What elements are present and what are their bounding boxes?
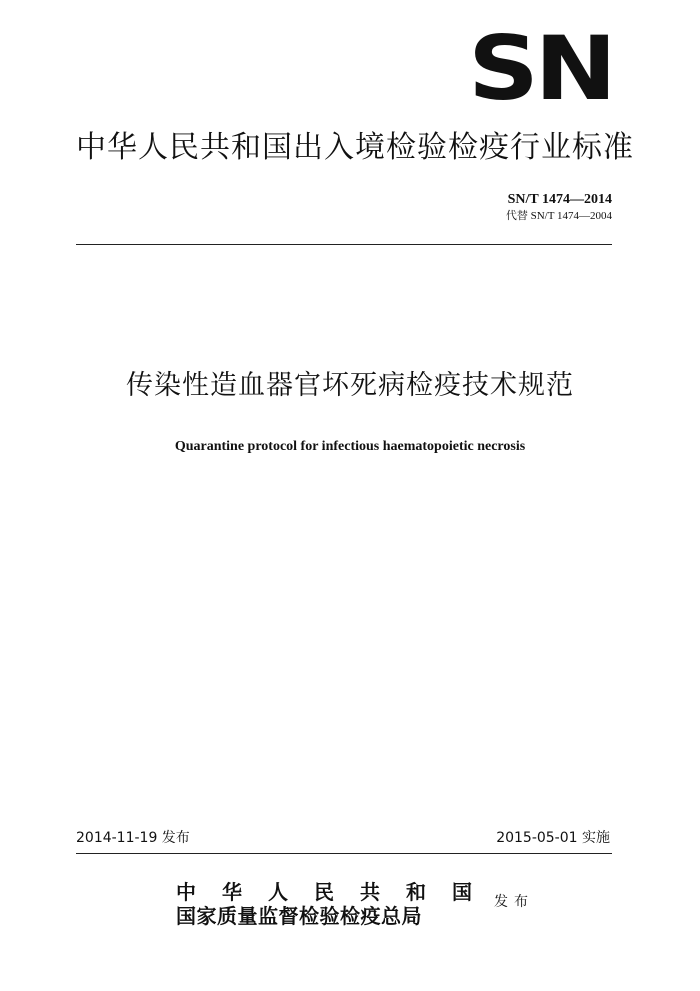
issue-date: 2014-11-19 发布 [76,830,190,846]
issuer-block [176,880,476,928]
title-english: Quarantine protocol for infectious haematopoietic necrosis [174,439,526,454]
issuer-char: 共 [360,880,380,904]
effective-date: 2015-05-01 实施 [496,830,610,846]
issuer-char: 人 [268,880,288,904]
replaces-standard: 代替 SN/T 1474—2004 [505,210,612,222]
issuer-country-name [176,880,472,904]
standard-organization-title: 中华人民共和国出入境检验检疫行业标准 [76,130,634,165]
sn-logo: SN [468,17,613,120]
title-chinese: 传染性造血器官坏死病检疫技术规范 [126,370,574,401]
issuer-char: 民 [314,880,334,904]
issuer-char: 国 [452,880,472,904]
top-divider [76,244,612,245]
bottom-divider [76,853,612,854]
issuer-char: 和 [406,880,426,904]
release-label: 发布 [494,894,534,910]
issuer-char: 华 [222,880,242,904]
issuer-char: 中 [176,880,196,904]
issuer-agency-name: 国家质量监督检验检疫总局 [176,904,422,928]
standard-number: SN/T 1474—2014 [507,192,612,207]
